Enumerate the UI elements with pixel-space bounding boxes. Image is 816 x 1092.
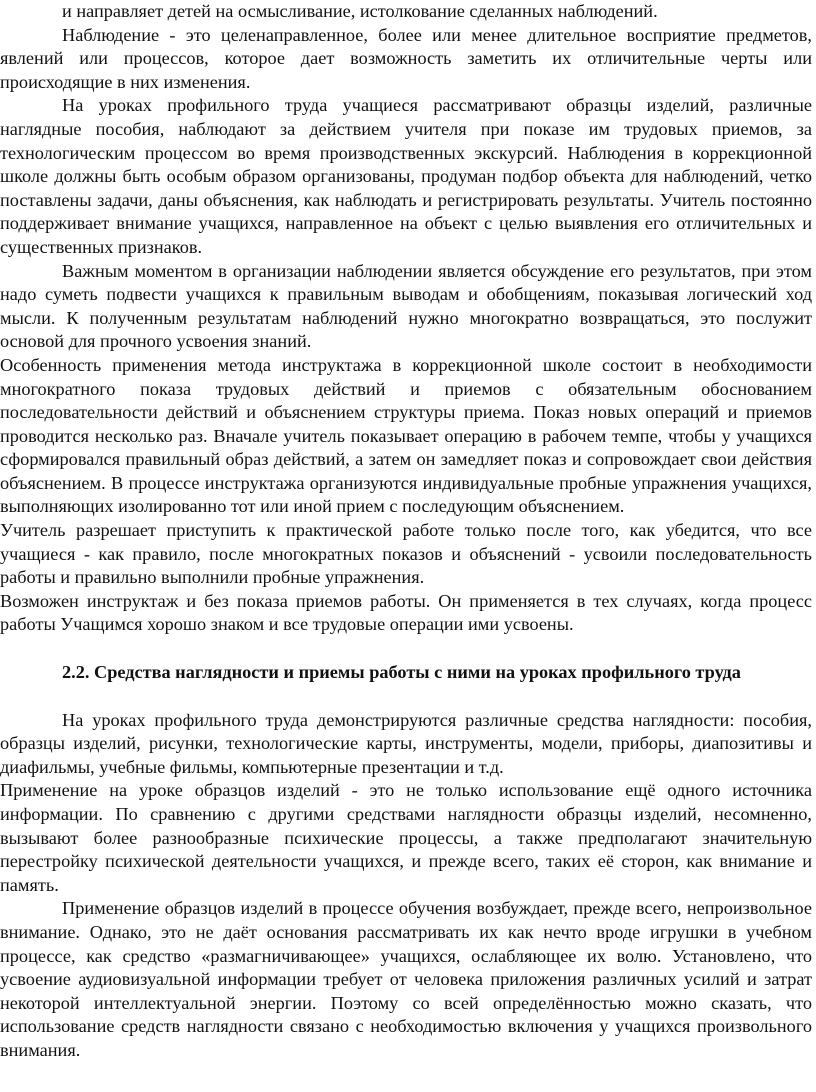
paragraph-5: Особенность применения метода инструктажа в коррекционной школе состоит в необходимости многократного показа трудовых действий и приемов с обязательным обоснованием последовательности действий и объяснением структуры приема. Показ новых операций и приемов проводится несколько раз. Вначале учитель показывает операцию в рабочем темпе, чтобы у учащихся сформировался правильный образ действий, а затем он замедляет показ и сопровождает свои действия объяснением. В процессе инструктажа организуются индивидуальные пробные упражнения учащихся, выполняющих изолированно тот или иной прием с последующим объяснением.: [0, 354, 812, 517]
paragraph-3: На уроках профильного труда учащиеся рассматривают образцы изделий, различные наглядные пособия, наблюдают за действием учителя при показе им трудовых приемов, за технологическим процессом во время производственных экскурсий. Наблюдения в коррекционной школе должны быть особым образом организованы, продуман подбор объекта для наблюдений, четко поставлены задачи, даны объяснения, как наблюдать и регистрировать результаты. Учитель постоянно поддерживает внимание учащихся, направленное на объект с целью выявления его отличительных и существенных признаков.: [0, 95, 812, 257]
paragraph-10: Применение образцов изделий в процессе обучения возбуждает, прежде всего, непроизвольное внимание. Однако, это не даёт основания рассматривать их как нечто вроде игрушки в учебном процессе, как средство «размагничивающее» учащихся, ослабляющее их волю. Установлено, что усвоение аудиовизуальной информации требует от человека приложения различных усилий и затрат некоторой интеллектуальной энергии. Поэтому со всей определённостью можно сказать, что использование средств наглядности связано с необходимостью включения у учащихся произвольного внимания.: [0, 898, 812, 1060]
paragraph-7: Возможен инструктаж и без показа приемов работы. Он применяется в тех случаях, когда процесс работы Учащимся хорошо знаком и все трудовые операции ими усвоены.: [0, 590, 812, 635]
paragraph-4: Важным моментом в организации наблюдении является обсуждение его результатов, при этом надо суметь подвести учащихся к правильным выводам и обобщениям, показывая логический ход мысли. К полученным результатам наблюдений нужно многократно возвращаться, это послужит основой для прочного усвоения знаний.: [0, 260, 812, 352]
section-heading: 2.2. Средства наглядности и приемы работы с ними на уроках профильного труда: [62, 662, 741, 683]
paragraph-2: Наблюдение - это целенаправленное, более или менее длительное восприятие предметов, явлений или процессов, которое дает возможность заметить их отличительные черты или происходящие в них изменения.: [0, 24, 812, 92]
paragraph-6: Учитель разрешает приступить к практической работе только после того, как убедится, что все учащиеся - как правило, после многократных показов и объяснений - усвоили последовательность работы и правильно выполнили пробные упражнения.: [0, 520, 812, 588]
paragraph-9: Применение на уроке образцов изделий - это не только использование ещё одного источника информации. По сравнению с другими средствами наглядности образцы изделий, несомненно, вызывают более разнообразные психические процессы, а также предполагают значительную перестройку психической деятельности учащихся, и прежде всего, таких её сторон, как внимание и память.: [0, 780, 812, 895]
paragraph-8: На уроках профильного труда демонстрируются различные средства наглядности: пособия, образцы изделий, рисунки, технологические карты, инструменты, модели, приборы, диапозитивы и диафильмы, учебные фильмы, компьютерные презентации и т.д.: [0, 709, 812, 777]
paragraph-1: и направляет детей на осмысливание, истолкование сделанных наблюдений.: [62, 1, 658, 21]
